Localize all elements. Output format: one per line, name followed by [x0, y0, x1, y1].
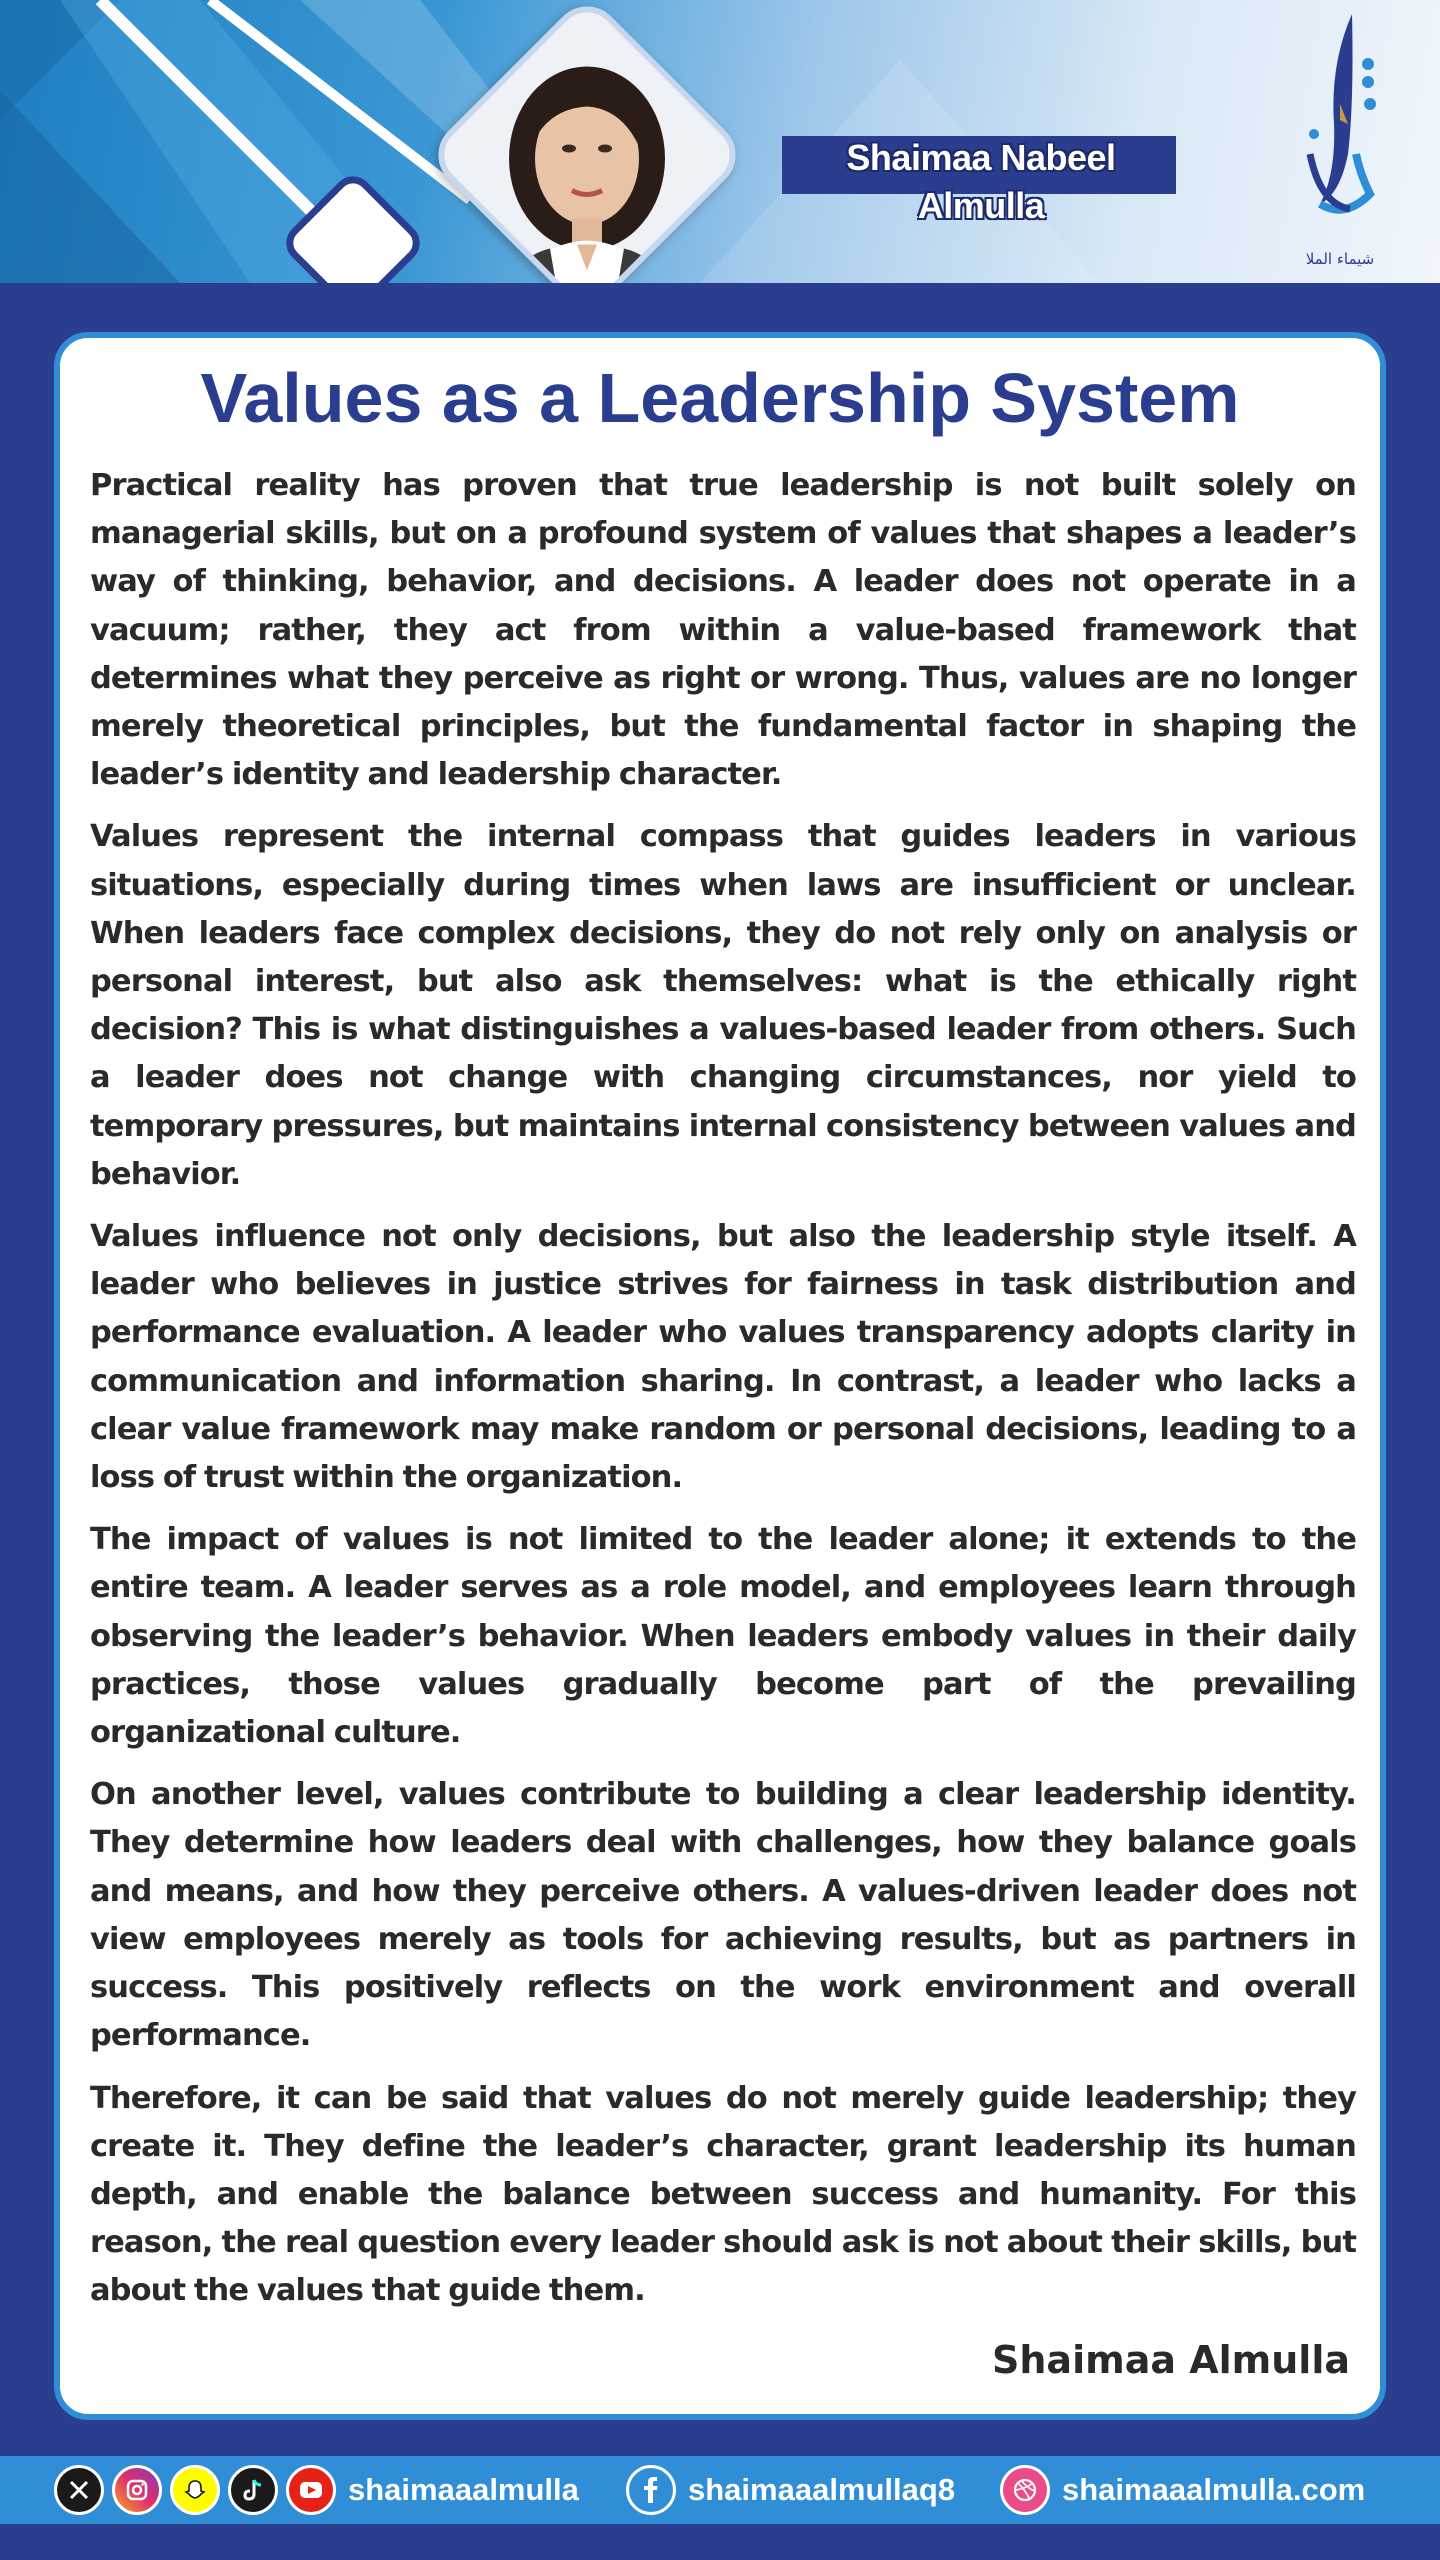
article-signature: Shaimaa Almulla: [992, 2338, 1350, 2382]
facebook-icon[interactable]: [626, 2465, 676, 2515]
social-footer: [0, 2456, 1440, 2524]
social-handle[interactable]: shaimaaalmulla: [348, 2472, 579, 2507]
instagram-icon[interactable]: [112, 2465, 162, 2515]
header-banner: [0, 0, 1440, 283]
snapchat-icon[interactable]: [170, 2465, 220, 2515]
article-title: Values as a Leadership System: [200, 359, 1240, 437]
dribbble-icon[interactable]: [1000, 2465, 1050, 2515]
x-icon[interactable]: [54, 2465, 104, 2515]
article-paragraph: Practical reality has proven that true leadership is not built solely on managerial skills, but on a profound system of values that shapes a leader’s way of thinking, behavior, and decisions. A leader does not operate in a vacuum; rather, they act from within a value-based framework that determines what they perceive as right or wrong. Thus, values are no longer merely theoretical principles, but the fundamental factor in shaping the leader’s identity and leadership character.: [90, 468, 1356, 793]
social-group-facebook: [626, 2456, 955, 2524]
social-group-website: [1000, 2456, 1365, 2524]
website-link[interactable]: shaimaaalmulla.com: [1062, 2472, 1366, 2507]
article-paragraph: Values represent the internal compass that guides leaders in various situations, especially during times when laws are insufficient or unclear. When leaders face complex decisions, they do not rely only on analysis or personal interest, but also ask themselves: what is the ethically right decision? This is what distinguishes a values-based leader from others. Such a leader does not change with changing circumstances, nor yield to temporary pressures, but maintains internal consistency between values and behavior.: [90, 819, 1356, 1192]
social-group-main: [54, 2456, 579, 2524]
youtube-icon[interactable]: [286, 2465, 336, 2515]
article-paragraph: On another level, values contribute to building a clear leadership identity. They determine how leaders deal with challenges, how they balance goals and means, and how they perceive others. A values-driven leader does not view employees merely as tools for achieving results, but as partners in success. This positively reflects on the work environment and overall performance.: [90, 1777, 1356, 2054]
article-body: [90, 462, 1356, 2330]
brand-logo-icon: [1290, 4, 1390, 280]
logo-caption: شيماء الملا: [1305, 250, 1375, 268]
article-paragraph: Values influence not only decisions, but also the leadership style itself. A leader who believes in justice strives for fairness in task distribution and performance evaluation. A leader who values transparency adopts clarity in communication and information sharing. In contrast, a leader who lacks a clear value framework may make random or personal decisions, leading to a loss of trust within the organization.: [90, 1219, 1356, 1496]
article-paragraph: The impact of values is not limited to the leader alone; it extends to the entire team. A leader serves as a role model, and employees learn through observing the leader’s behavior. When leaders embody values in their daily practices, those values gradually become part of the prevailing organizational culture.: [90, 1522, 1356, 1751]
facebook-handle[interactable]: shaimaaalmullaq8: [688, 2472, 956, 2507]
article-paragraph: Therefore, it can be said that values do not merely guide leadership; they create it. They define the leader’s character, grant leadership its human depth, and enable the balance between success and humanity. For this reason, the real question every leader should ask is not about their skills, but about the values that guide them.: [90, 2080, 1356, 2309]
tiktok-icon[interactable]: [228, 2465, 278, 2515]
author-name: Shaimaa Nabeel Almulla: [846, 137, 1116, 226]
article-card: [54, 332, 1386, 2420]
